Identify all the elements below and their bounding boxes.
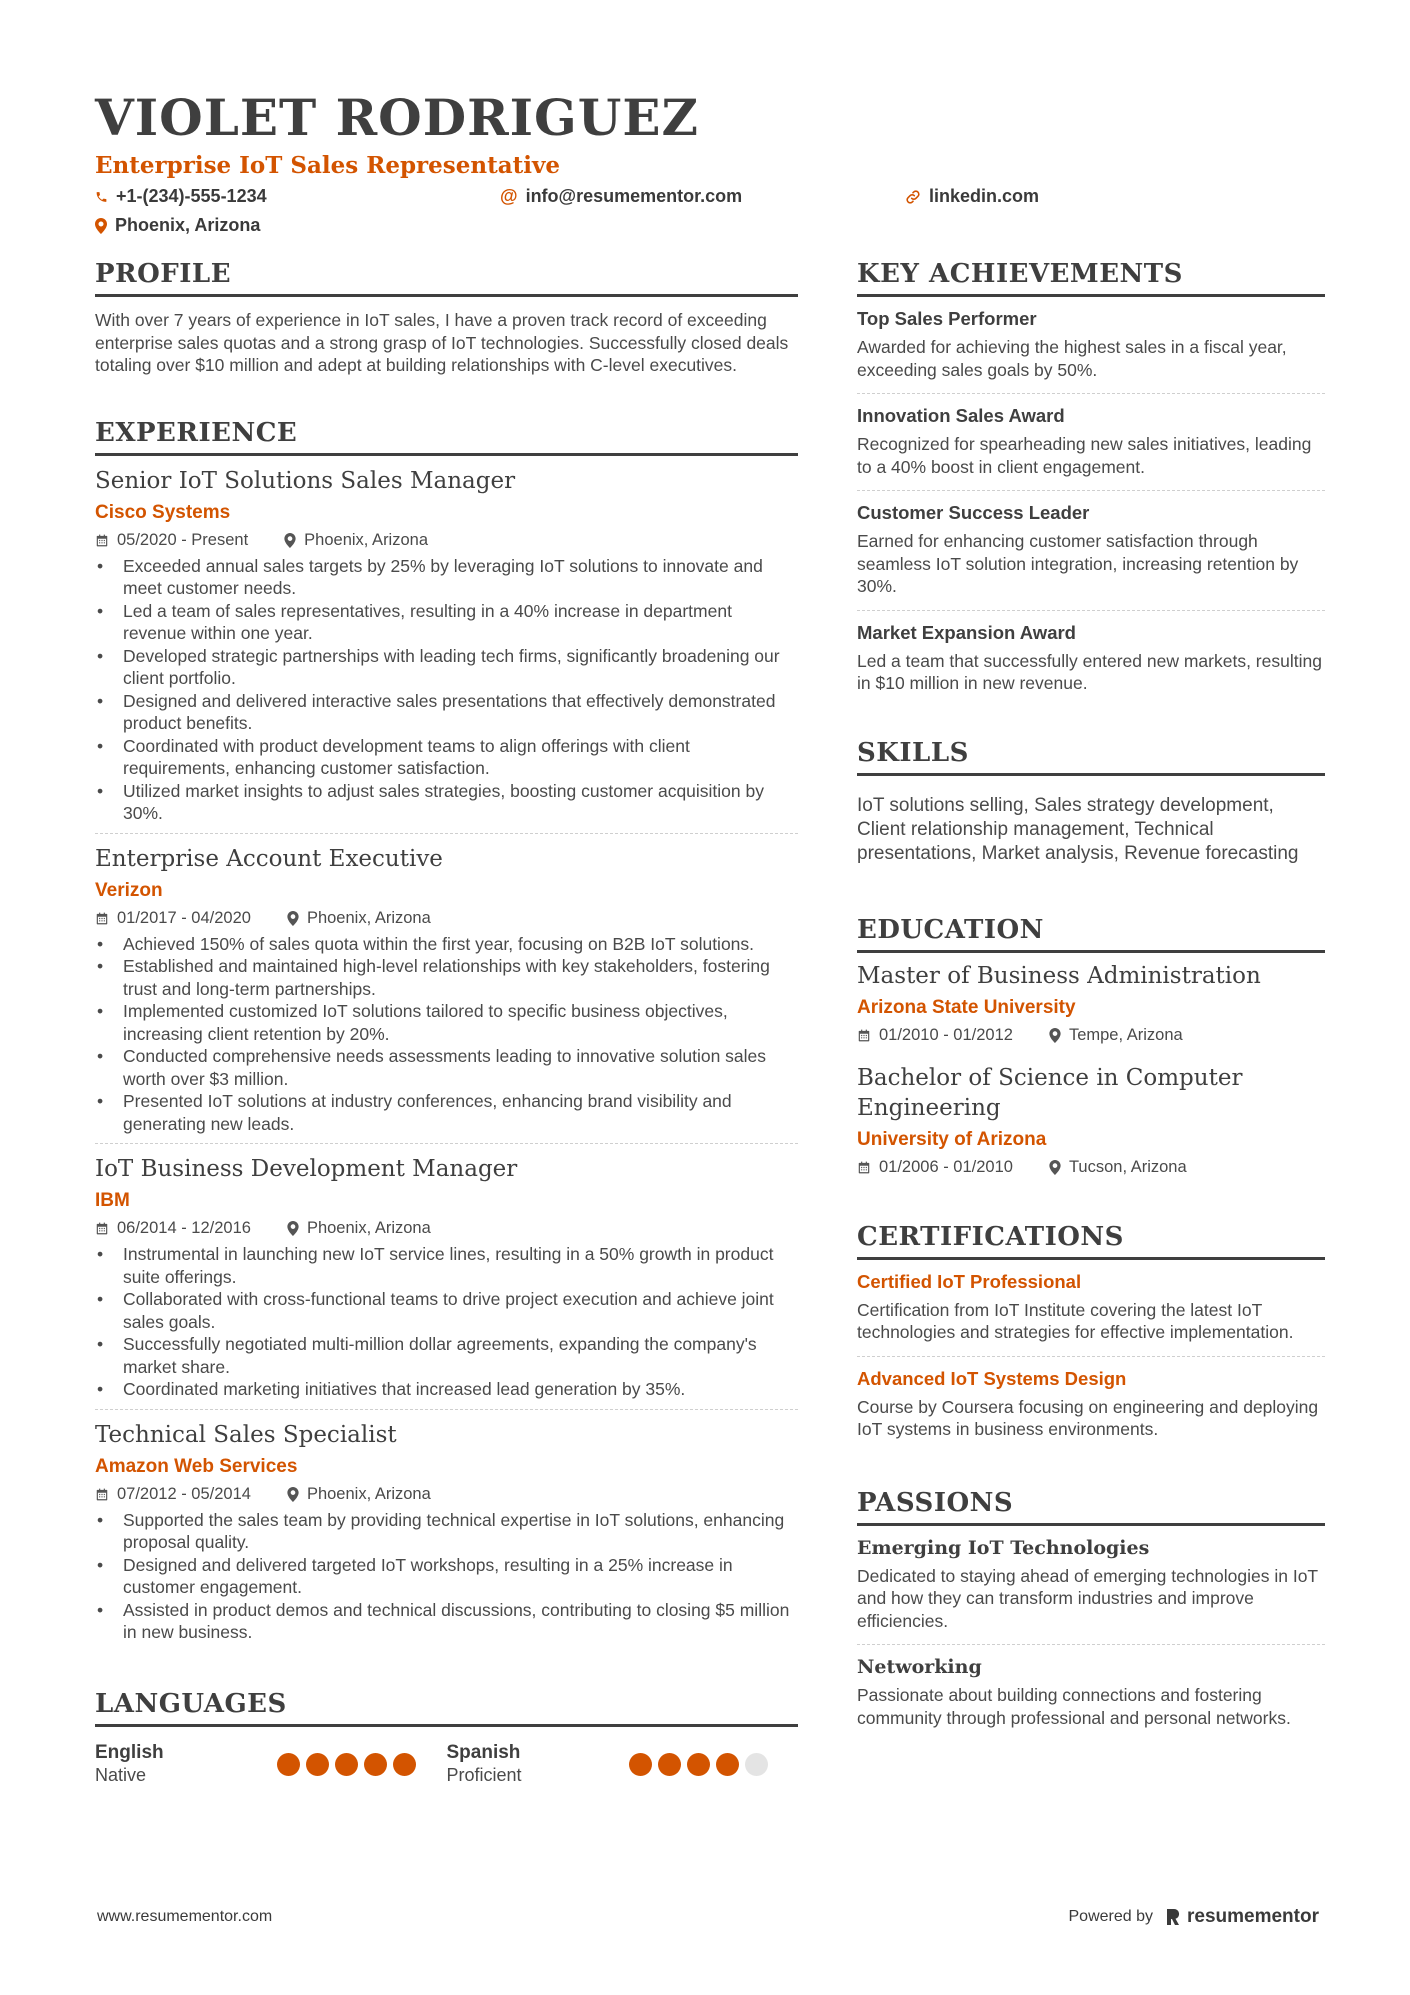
calendar-icon: [857, 1028, 871, 1043]
calendar-icon: [95, 533, 109, 548]
contact-row: [95, 186, 1325, 207]
location-text: Phoenix, Arizona: [306, 908, 431, 927]
achievement-item: [857, 491, 1325, 611]
location-pin-icon: [95, 218, 107, 234]
passion-item: [857, 1526, 1325, 1646]
date-range: 06/2014 - 12/2016: [117, 1219, 251, 1237]
location-pin-icon: [284, 533, 296, 548]
linkedin-contact: [905, 186, 1039, 207]
certification-item: [857, 1260, 1325, 1357]
language-level: Native: [95, 1764, 147, 1785]
achievement-item: [857, 297, 1325, 394]
achievement-desc: Led a team that successfully entered new markets, resulting in $10 million in new revenue.: [857, 650, 1322, 693]
bullet-item: • Established and maintained high-level relationships with key stakeholders, fostering trust and long-term partnerships.: [95, 955, 798, 1000]
bullet-item: • Designed and delivered interactive sales presentations that effectively demonstrated product benefits.: [95, 690, 798, 735]
passion-list: [857, 1526, 1325, 1742]
profile-text: With over 7 years of experience in IoT sales, I have a proven track record of exceeding enterprise sales quotas and a strong grasp of IoT technologies. Successfully closed deals totaling over $10 million and adept at building relationships with C-level executives.: [95, 310, 789, 375]
date-location-row: [95, 531, 798, 550]
brand-logo-icon: [1165, 1907, 1181, 1927]
bullet-item: • Assisted in product demos and technical discussions, contributing to closing $5 million in new business.: [95, 1599, 798, 1644]
location-text: Phoenix, Arizona: [306, 1219, 431, 1237]
school-name: Arizona State University: [857, 996, 1076, 1018]
phone-text[interactable]: +1-(234)-555-1234: [116, 186, 267, 206]
date-range: 01/2006 - 01/2010: [879, 1157, 1013, 1176]
bullet-item: • Instrumental in launching new IoT service lines, resulting in a 50% growth in product suite offerings.: [95, 1243, 798, 1288]
brand-name: resumementor: [1187, 1906, 1319, 1927]
calendar-icon: [95, 1221, 109, 1236]
language-item: [95, 1741, 447, 1787]
rating-dot: [277, 1753, 300, 1776]
achievement-item: [857, 394, 1325, 491]
date-range: 01/2010 - 01/2012: [879, 1025, 1013, 1044]
job-title: Technical Sales Specialist: [95, 1421, 397, 1448]
section-heading: EDUCATION: [857, 914, 1325, 953]
company-name: Cisco Systems: [95, 501, 231, 523]
location-text: Phoenix, Arizona: [306, 1484, 431, 1503]
achievement-desc: Recognized for spearheading new sales initiatives, leading to a 40% boost in client engagement.: [857, 434, 1312, 477]
location-pin-icon: [287, 1221, 299, 1236]
bullet-list: [95, 1243, 798, 1401]
candidate-title: Enterprise IoT Sales Representative: [95, 152, 560, 179]
location-text: Phoenix, Arizona: [304, 530, 429, 549]
section-heading: PASSIONS: [857, 1487, 1325, 1526]
bullet-item: • Successfully negotiated multi-million dollar agreements, expanding the company's market share.: [95, 1333, 798, 1378]
company-name: Amazon Web Services: [95, 1455, 298, 1477]
achievement-title: Innovation Sales Award: [857, 405, 1065, 426]
link-icon: [905, 189, 921, 205]
profile-section: [95, 258, 798, 377]
achievement-title: Top Sales Performer: [857, 308, 1037, 329]
certification-desc: Course by Coursera focusing on engineering and deploying IoT systems in business environments.: [857, 1396, 1319, 1439]
certifications-section: [857, 1221, 1325, 1453]
language-name: Spanish: [446, 1741, 521, 1763]
certification-item: [857, 1357, 1325, 1453]
language-list: [95, 1741, 798, 1787]
achievement-item: [857, 611, 1325, 707]
location-text: Tempe, Arizona: [1068, 1025, 1183, 1044]
achievement-desc: Earned for enhancing customer satisfaction through seamless IoT solution integration, increasing retention by 30%.: [857, 531, 1299, 596]
job-list: [95, 456, 798, 1652]
job-entry: [95, 456, 798, 834]
location-pin-icon: [1049, 1160, 1061, 1175]
footer-website[interactable]: www.resumementor.com: [97, 1908, 273, 1925]
rating-dot: [364, 1753, 387, 1776]
passion-desc: Passionate about building connections and fostering community through professional and personal networks.: [857, 1685, 1291, 1728]
linkedin-link[interactable]: linkedin.com: [929, 186, 1040, 206]
date-range: 01/2017 - 04/2020: [117, 908, 251, 927]
candidate-name: VIOLET RODRIGUEZ: [95, 88, 699, 147]
powered-by: [1069, 1906, 1320, 1928]
rating-dot: [658, 1753, 681, 1776]
brand-logo[interactable]: [1165, 1906, 1319, 1928]
achievement-list: [857, 297, 1325, 707]
achievement-desc: Awarded for achieving the highest sales in a fiscal year, exceeding sales goals by 50%.: [857, 337, 1287, 380]
rating-dot: [335, 1753, 358, 1776]
section-heading: LANGUAGES: [95, 1688, 798, 1727]
bullet-item: • Presented IoT solutions at industry conferences, enhancing brand visibility and generating new leads.: [95, 1090, 798, 1135]
bullet-item: • Designed and delivered targeted IoT workshops, resulting in a 25% increase in customer engagement.: [95, 1554, 798, 1599]
bullet-list: [95, 1509, 798, 1644]
company-name: IBM: [95, 1190, 130, 1211]
date-location-row: [95, 909, 798, 928]
company-name: Verizon: [95, 879, 163, 901]
education-list: [857, 953, 1325, 1187]
section-heading: EXPERIENCE: [95, 417, 798, 456]
date-location-row: [857, 1158, 1325, 1177]
rating-dot: [629, 1753, 652, 1776]
language-rating: [277, 1753, 416, 1787]
rating-dot: [393, 1753, 416, 1776]
certification-title: Advanced IoT Systems Design: [857, 1367, 1127, 1389]
bullet-item: • Led a team of sales representatives, resulting in a 40% increase in department revenue within one year.: [95, 600, 798, 645]
location-pin-icon: [287, 911, 299, 926]
date-range: 07/2012 - 05/2014: [117, 1484, 251, 1503]
bullet-item: • Conducted comprehensive needs assessments leading to innovative solution sales worth over $3 million.: [95, 1045, 798, 1090]
passion-item: [857, 1645, 1325, 1741]
rating-dot: [745, 1753, 768, 1776]
email-link[interactable]: info@resumementor.com: [525, 186, 743, 206]
achievements-section: [857, 258, 1325, 707]
certification-list: [857, 1260, 1325, 1453]
bullet-list: [95, 933, 798, 1136]
job-title: Senior IoT Solutions Sales Manager: [95, 467, 516, 494]
passions-section: [857, 1487, 1325, 1742]
job-entry: [95, 1410, 798, 1652]
section-heading: PROFILE: [95, 258, 798, 297]
degree: Bachelor of Science in Computer Engineering: [857, 1064, 1243, 1121]
job-entry: [95, 1144, 798, 1410]
school-name: University of Arizona: [857, 1128, 1047, 1150]
bullet-item: • Exceeded annual sales targets by 25% by leveraging IoT solutions to innovate and meet customer needs.: [95, 555, 798, 600]
bullet-item: • Utilized market insights to adjust sales strategies, boosting customer acquisition by 30%.: [95, 780, 798, 825]
left-column: [95, 258, 798, 1787]
degree: Master of Business Administration: [857, 962, 1261, 989]
date-range: 05/2020 - Present: [117, 530, 249, 549]
language-level: Proficient: [446, 1764, 522, 1785]
at-icon: @: [500, 186, 518, 206]
bullet-item: • Collaborated with cross-functional teams to drive project execution and achieve joint sales goals.: [95, 1288, 798, 1333]
rating-dot: [306, 1753, 329, 1776]
bullet-item: • Achieved 150% of sales quota within the first year, focusing on B2B IoT solutions.: [95, 933, 798, 956]
education-item: [857, 953, 1325, 1055]
email-contact: [500, 186, 905, 207]
date-location-row: [95, 1485, 798, 1504]
calendar-icon: [857, 1160, 871, 1175]
date-location-row: [95, 1219, 798, 1238]
bullet-list: [95, 555, 798, 825]
language-rating: [629, 1753, 768, 1787]
passion-title: Emerging IoT Technologies: [857, 1536, 1150, 1559]
bullet-item: • Developed strategic partnerships with leading tech firms, significantly broadening our client portfolio.: [95, 645, 798, 690]
calendar-icon: [95, 1487, 109, 1502]
job-title: IoT Business Development Manager: [95, 1156, 518, 1182]
location-text: Tucson, Arizona: [1068, 1157, 1187, 1176]
achievement-title: Market Expansion Award: [857, 621, 1076, 643]
achievement-title: Customer Success Leader: [857, 502, 1090, 523]
bullet-item: • Implemented customized IoT solutions tailored to specific business objectives, increasing client retention by 20%.: [95, 1000, 798, 1045]
rating-dot: [687, 1753, 710, 1776]
experience-section: [95, 417, 798, 1652]
certification-desc: Certification from IoT Institute covering the latest IoT technologies and strategies for effective implementation.: [857, 1299, 1294, 1342]
skills-text: IoT solutions selling, Sales strategy development, Client relationship management, Technical presentations, Market analysis, Revenue forecasting: [857, 794, 1299, 864]
location-text: Phoenix, Arizona: [115, 215, 261, 235]
bullet-item: • Supported the sales team by providing technical expertise in IoT solutions, enhancing proposal quality.: [95, 1509, 798, 1554]
resume-header: [95, 90, 1325, 236]
location-contact: [95, 215, 1325, 236]
bullet-item: • Coordinated marketing initiatives that increased lead generation by 35%.: [95, 1378, 798, 1401]
job-entry: [95, 834, 798, 1145]
location-pin-icon: [1049, 1028, 1061, 1043]
rating-dot: [716, 1753, 739, 1776]
calendar-icon: [95, 911, 109, 926]
phone-icon: [95, 190, 108, 204]
passion-desc: Dedicated to staying ahead of emerging technologies in IoT and how they can transform industries and improve efficiencies.: [857, 1565, 1318, 1631]
education-section: [857, 914, 1325, 1187]
languages-section: [95, 1688, 798, 1787]
section-heading: SKILLS: [857, 737, 1325, 776]
certification-title: Certified IoT Professional: [857, 1270, 1082, 1292]
language-item: [447, 1741, 799, 1787]
page-footer: [97, 1906, 1319, 1928]
language-name: English: [95, 1741, 164, 1763]
phone-contact: [95, 186, 500, 207]
job-title: Enterprise Account Executive: [95, 845, 443, 872]
section-heading: CERTIFICATIONS: [857, 1221, 1325, 1260]
location-pin-icon: [287, 1487, 299, 1502]
date-location-row: [857, 1026, 1325, 1045]
education-item: [857, 1055, 1325, 1187]
passion-title: Networking: [857, 1656, 982, 1678]
skills-section: [857, 737, 1325, 866]
right-column: [857, 258, 1325, 1787]
powered-by-text: Powered by: [1068, 1908, 1153, 1925]
bullet-item: • Coordinated with product development teams to align offerings with client requirements, enhancing customer satisfaction.: [95, 735, 798, 780]
section-heading: KEY ACHIEVEMENTS: [857, 258, 1325, 297]
